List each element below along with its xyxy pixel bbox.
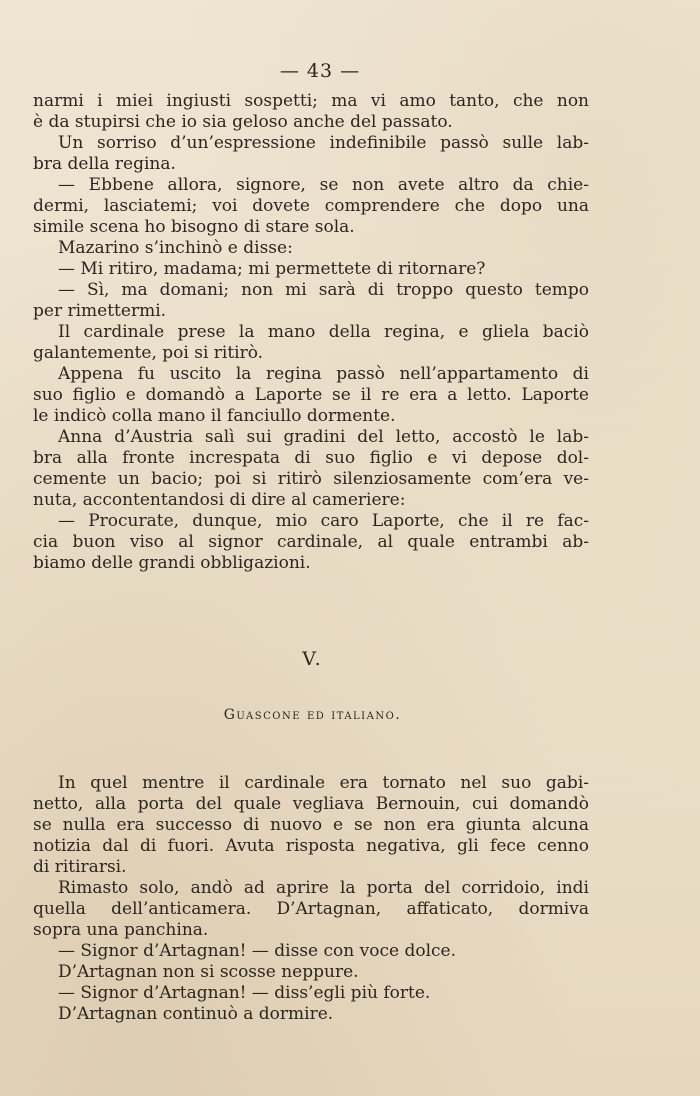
text-line: D’Artagnan continuò a dormire. <box>58 1004 334 1024</box>
text-line: Un sorriso d’un’espressione indefinibile passò sulle lab- <box>58 133 589 153</box>
text-line: notizia dal di fuori. Avuta risposta negativa, gli fece cenno <box>33 836 589 856</box>
text-line: galantemente, poi si ritirò. <box>33 343 264 363</box>
text-line: suo figlio e domandò a Laporte se il re era a letto. Laporte <box>33 385 589 405</box>
text-line: se nulla era successo di nuovo e se non era giunta alcuna <box>33 815 589 835</box>
text-line: D’Artagnan non si scosse neppure. <box>58 962 359 982</box>
text-line: bra della regina. <box>33 154 176 174</box>
page-number: — 43 — <box>279 60 361 82</box>
text-line: In quel mentre il cardinale era tornato nel suo gabi- <box>58 773 589 793</box>
text-line: quella dell’anticamera. D’Artagnan, affaticato, dormiva <box>33 899 589 919</box>
text-line: per rimettermi. <box>33 301 167 321</box>
text-line: cemente un bacio; poi si ritirò silenziosamente com’era ve- <box>33 469 589 489</box>
text-line: Rimasto solo, andò ad aprire la porta del corridoio, indi <box>58 878 589 898</box>
text-line: sopra una panchina. <box>33 920 209 940</box>
text-line: le indicò colla mano il fanciullo dormente. <box>33 406 396 426</box>
text-line: narmi i miei ingiusti sospetti; ma vi amo tanto, che non <box>33 91 589 111</box>
chapter-title: Guascone ed italiano. <box>223 707 402 723</box>
text-line: Anna d’Austria salì sui gradini del letto, accostò le lab- <box>58 427 589 447</box>
text-line: — Signor d’Artagnan! — disse con voce dolce. <box>58 941 456 961</box>
text-line: Il cardinale prese la mano della regina, e gliela baciò <box>58 322 589 342</box>
text-line: Mazarino s’inchinò e disse: <box>58 238 293 258</box>
text-line: Appena fu uscito la regina passò nell’appartamento di <box>58 364 589 384</box>
text-line: di ritirarsi. <box>33 857 127 877</box>
text-block-bottom <box>33 773 589 1025</box>
text-line: simile scena ho bisogno di stare sola. <box>33 217 355 237</box>
text-line: netto, alla porta del quale vegliava Bernouin, cui domandò <box>33 794 589 814</box>
text-line: nuta, accontentandosi di dire al cameriere: <box>33 490 406 510</box>
text-line: è da stupirsi che io sia geloso anche del passato. <box>33 112 453 132</box>
text-line: — Ebbene allora, signore, se non avete altro da chie- <box>58 175 589 195</box>
text-block-top <box>33 91 589 574</box>
text-line: — Signor d’Artagnan! — diss’egli più forte. <box>58 983 431 1003</box>
text-line: cia buon viso al signor cardinale, al quale entrambi ab- <box>33 532 589 552</box>
text-line: — Procurate, dunque, mio caro Laporte, che il re fac- <box>58 511 589 531</box>
text-line: biamo delle grandi obbligazioni. <box>33 553 311 573</box>
chapter-numeral: V. <box>302 648 323 670</box>
text-line: dermi, lasciatemi; voi dovete comprendere che dopo una <box>33 196 589 216</box>
text-line: — Mi ritiro, madama; mi permettete di ritornare? <box>58 259 486 279</box>
text-line: bra alla fronte increspata di suo figlio e vi depose dol- <box>33 448 589 468</box>
text-line: — Sì, ma domani; non mi sarà di troppo questo tempo <box>58 280 589 300</box>
